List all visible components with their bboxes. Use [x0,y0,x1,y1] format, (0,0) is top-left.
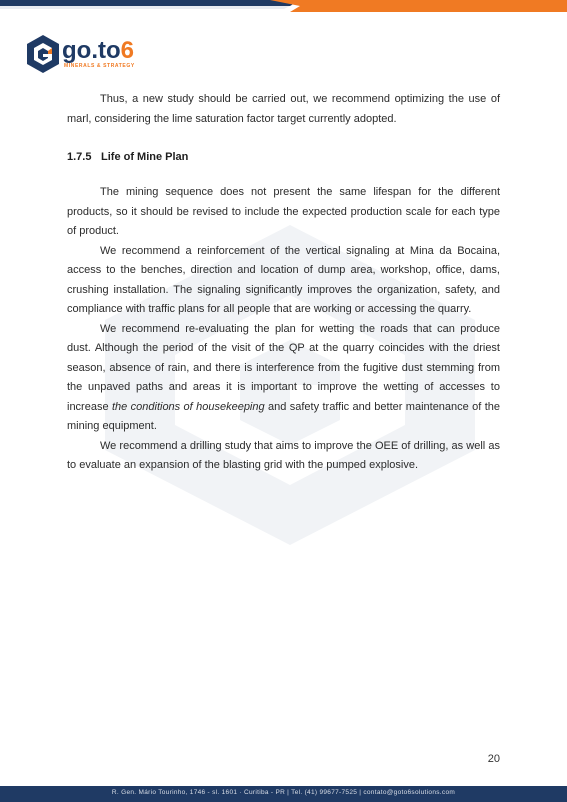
section-heading [67,148,500,167]
paragraph-1: The mining sequence does not present the same lifespan for the different products, so it should be revised to include the expected production scale for each type of product. [67,186,500,237]
paragraph-2: We recommend a reinforcement of the vertical signaling at Mina da Bocaina, access to the benches, direction and location of dump area, workshop, office, dams, crushing installation. The signaling significantly improves the organization, safety, and compliance with traffic plans for all people that are working or accessing the quarry. [67,244,500,315]
hexagon-g-icon [26,34,60,74]
logo-wordmark: go.to6 [62,37,134,64]
paragraph-3: We recommend re-evaluating the plan for wetting the roads that can produce dust. Although the period of the visit of the QP at the quarry coincides with the driest season, absence of rain, and there is interference from the fugitive dust stemming from the unpaved paths and areas it is important to improve the wetting of accesses to increase the conditions of housekeeping and safety traffic and better maintenance of the mining equipment. [67,322,501,432]
paragraph-intro: Thus, a new study should be carried out, we recommend optimizing the use of marl, considering the lime saturation factor target currently adopted. [67,93,500,125]
logo-tagline: MINERALS & STRATEGY [64,63,135,69]
page-number: 20 [487,753,500,765]
document-body [67,90,500,476]
company-logo [26,34,156,78]
section-title: Life of Mine Plan [101,151,189,163]
section-number: 1.7.5 [67,151,92,163]
italic-phrase: the conditions of housekeeping [111,400,265,413]
top-accent-bar [0,0,567,12]
footer-bar [0,786,567,802]
paragraph-4: We recommend a drilling study that aims to improve the OEE of drilling, as well as to evaluate an expansion of the blasting grid with the pumped explosive. [67,439,500,471]
footer-address: R. Gen. Mário Tourinho, 1746 - sl. 1601 · Curitiba - PR | Tel. (41) 99677-7525 | contato@goto6solutions.com [111,789,456,796]
